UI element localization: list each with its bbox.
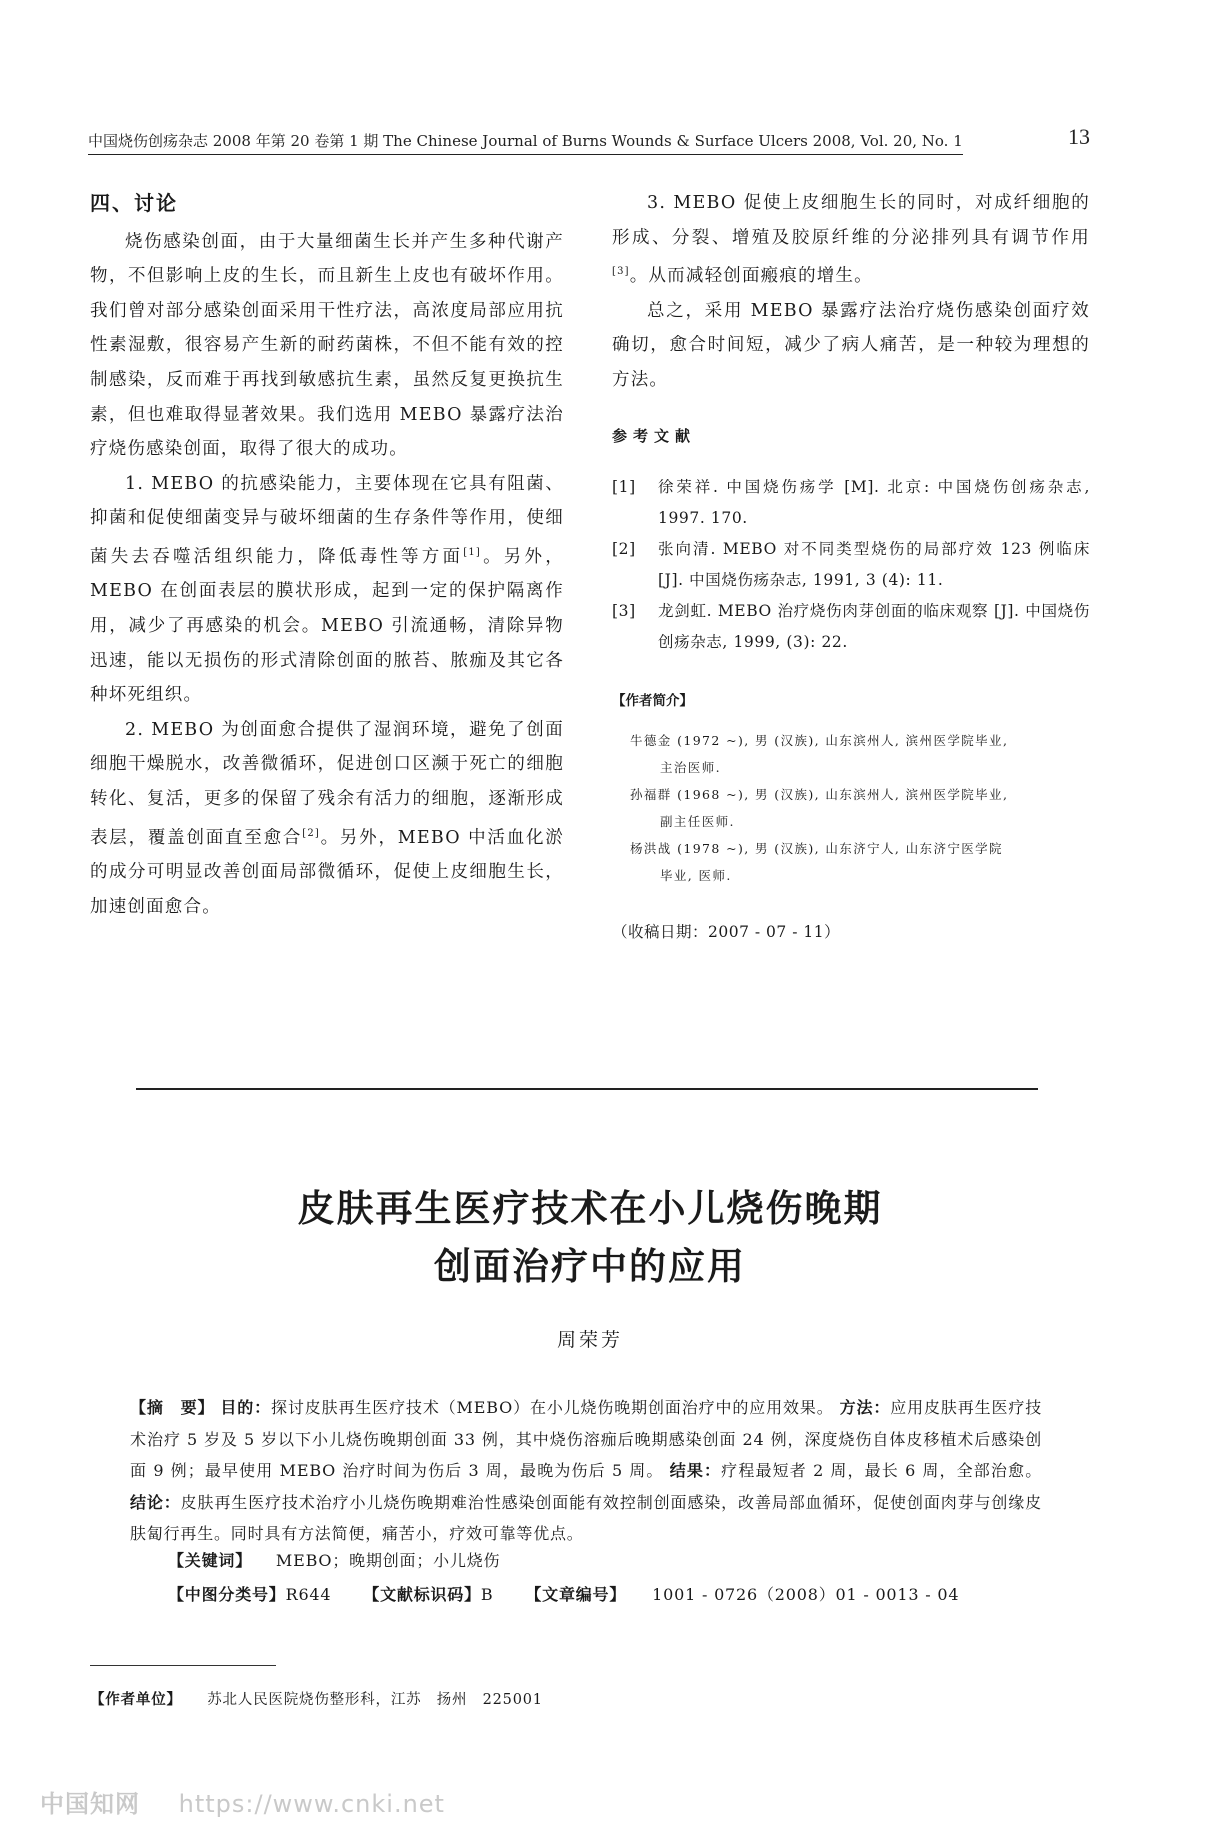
objective-label: 目的： <box>220 1398 271 1417</box>
keywords-line <box>168 1548 500 1571</box>
paragraph-text: 。另外，MEBO 中活血化淤的成分可明显改善创面局部微循环，促使上皮细胞生长，加速创面愈合。 <box>90 827 564 917</box>
reference-list <box>612 472 1090 658</box>
left-column <box>90 186 564 924</box>
objective-text: 探讨皮肤再生医疗技术（MEBO）在小儿烧伤晚期创面治疗中的应用效果。 <box>270 1398 834 1417</box>
journal-running-title: 中国烧伤创疡杂志 2008 年第 20 卷第 1 期 The Chinese Journal of Burns Wounds & Surface Ulcers 2008, Vol. 20, No. 1 <box>88 128 963 155</box>
method-text: 应用皮肤再生医疗技术治疗 5 岁及 5 岁以下小儿烧伤晚期创面 33 例，其中烧伤溶痂后晚期感染创面 24 例，深度烧伤自体皮移植术后感染创面 9 例；最早使用 MEBO 治疗时间为伤后 3 周，最晚为伤后 5 周。 <box>130 1398 1043 1480</box>
author-bio-line: 孙福群 (1968 ~), 男 (汉族), 山东滨州人, 滨州医学院毕业, <box>630 786 1009 802</box>
discussion-paragraph-4 <box>612 186 1090 294</box>
clc-label: 【中图分类号】 <box>168 1585 286 1604</box>
paragraph-text: 。另外，MEBO 在创面表层的膜状形成，起到一定的保护隔离作用，减少了再感染的机会。MEBO 引流通畅，清除异物迅速，能以无损伤的形式清除创面的脓苔、脓痂及其它各种坏死组织。 <box>90 546 564 706</box>
reference-item <box>612 472 1090 534</box>
reference-number: [1] <box>612 477 636 496</box>
citation-ref: [2] <box>302 827 320 839</box>
clc-value: R644 <box>285 1585 332 1604</box>
running-header <box>88 124 1090 154</box>
doc-code-value: B <box>480 1585 494 1604</box>
watermark-url: https://www.cnki.net <box>178 1790 445 1818</box>
author-bio-line: 主治医师. <box>660 759 721 775</box>
footnote-rule <box>90 1665 276 1666</box>
page-number: 13 <box>1068 124 1090 149</box>
classification-line <box>168 1582 959 1605</box>
watermark-brand: 中国知网 <box>40 1790 140 1818</box>
abstract-label: 【摘 要】 <box>130 1398 215 1417</box>
method-label: 方法： <box>839 1398 891 1417</box>
reference-item <box>612 596 1090 658</box>
discussion-paragraph-1: 烧伤感染创面，由于大量细菌生长并产生多种代谢产物，不但影响上皮的生长，而且新生上皮也有破坏作用。我们曾对部分感染创面采用干性疗法，高浓度局部应用抗性素湿敷，很容易产生新的耐药菌株，不但不能有效的控制感染，反而难于再找到敏感抗生素，虽然反复更换抗生素，但也难取得显著效果。我们选用 MEBO 暴露疗法治疗烧伤感染创面，取得了很大的成功。 <box>90 231 564 460</box>
paragraph-text: 。从而减轻创面瘢痕的增生。 <box>629 266 873 287</box>
cnki-watermark <box>40 1784 445 1819</box>
paragraph-text: 2. MEBO 为创面愈合提供了湿润环境，避免了创面细胞干燥脱水，改善微循环，促进创口区濒于死亡的细胞转化、复活，更多的保留了残余有活力的细胞，逐渐形成表层，覆盖创面直至愈合 <box>90 719 564 848</box>
author-bio-line: 副主任医师. <box>660 813 735 829</box>
reference-item <box>612 534 1090 596</box>
affiliation-text: 苏北人民医院烧伤整形科，江苏 扬州 225001 <box>207 1692 543 1708</box>
title-line: 皮肤再生医疗技术在小儿烧伤晚期 <box>297 1187 883 1230</box>
discussion-paragraph-3 <box>90 713 564 924</box>
reference-number: [2] <box>612 539 636 558</box>
affiliation-label: 【作者单位】 <box>90 1692 182 1708</box>
right-column <box>612 186 1090 949</box>
article-separator <box>136 1088 1038 1090</box>
article-no-label: 【文章编号】 <box>525 1585 627 1604</box>
citation-ref: [1] <box>463 546 482 558</box>
reference-text: 张向清. MEBO 对不同类型烧伤的局部疗效 123 例临床 [J]. 中国烧伤疡杂志, 1991, 3 (4): 11. <box>658 539 1090 589</box>
reference-text: 徐荣祥. 中国烧伤疡学 [M]. 北京: 中国烧伤创疡杂志, 1997. 170. <box>658 477 1090 527</box>
keywords-text: MEBO；晚期创面；小儿烧伤 <box>275 1551 501 1570</box>
references-heading: 参考文献 <box>612 427 697 446</box>
reference-text: 龙剑虹. MEBO 治疗烧伤肉芽创面的临床观察 [J]. 中国烧伤创疡杂志, 1999, (3): 22. <box>658 601 1090 651</box>
author-bio <box>612 727 1090 781</box>
discussion-paragraph-2 <box>90 467 564 713</box>
paragraph-text: 3. MEBO 促使上皮细胞生长的同时，对成纤细胞的形成、分裂、增殖及胶原纤维的分泌排列具有调节作用 <box>612 193 1090 248</box>
article-no-value: 1001 - 0726（2008）01 - 0013 - 04 <box>652 1585 960 1604</box>
citation-ref: [3] <box>612 266 630 278</box>
doc-code-label: 【文献标识码】 <box>363 1585 481 1604</box>
keywords-label: 【关键词】 <box>168 1551 253 1570</box>
abstract <box>130 1392 1042 1550</box>
article-author: 周荣芳 <box>556 1329 623 1351</box>
author-bio-line: 牛德金 (1972 ~), 男 (汉族), 山东滨州人, 滨州医学院毕业, <box>630 732 1009 748</box>
author-intro-heading: 【作者简介】 <box>612 692 693 709</box>
author-bio-line: 杨洪战 (1978 ~), 男 (汉族), 山东济宁人, 山东济宁医学院 <box>630 840 1003 856</box>
author-bio <box>612 781 1090 835</box>
section-title: 四、讨论 <box>90 191 178 215</box>
paragraph-text: 1. MEBO 的抗感染能力，主要体现在它具有阻菌、抑菌和促使细菌变异与破坏细菌的生存条件等作用，使细菌失去吞噬活组织能力，降低毒性等方面 <box>90 473 564 567</box>
result-label: 结果： <box>669 1461 722 1480</box>
reference-number: [3] <box>612 601 636 620</box>
conclusion-label: 结论： <box>130 1492 181 1512</box>
conclusion-paragraph: 总之，采用 MEBO 暴露疗法治疗烧伤感染创面疗效确切，愈合时间短，减少了病人痛苦，是一种较为理想的方法。 <box>612 300 1090 390</box>
conclusion-text: 皮肤再生医疗技术治疗小儿烧伤晚期难治性感染创面能有效控制创面感染，改善局部血循环，促使创面肉芽与创缘皮肤匐行再生。同时具有方法简便，痛苦小，疗效可靠等优点。 <box>130 1492 1042 1543</box>
result-text: 疗程最短者 2 周，最长 6 周，全部治愈。 <box>721 1461 1042 1480</box>
title-line: 创面治疗中的应用 <box>434 1245 746 1288</box>
article-title <box>90 1180 1090 1296</box>
author-bio <box>612 835 1090 889</box>
affiliation-footnote <box>90 1688 543 1709</box>
received-date: （收稿日期：2007 - 07 - 11） <box>612 922 841 941</box>
author-bio-line: 毕业, 医师. <box>660 867 732 883</box>
